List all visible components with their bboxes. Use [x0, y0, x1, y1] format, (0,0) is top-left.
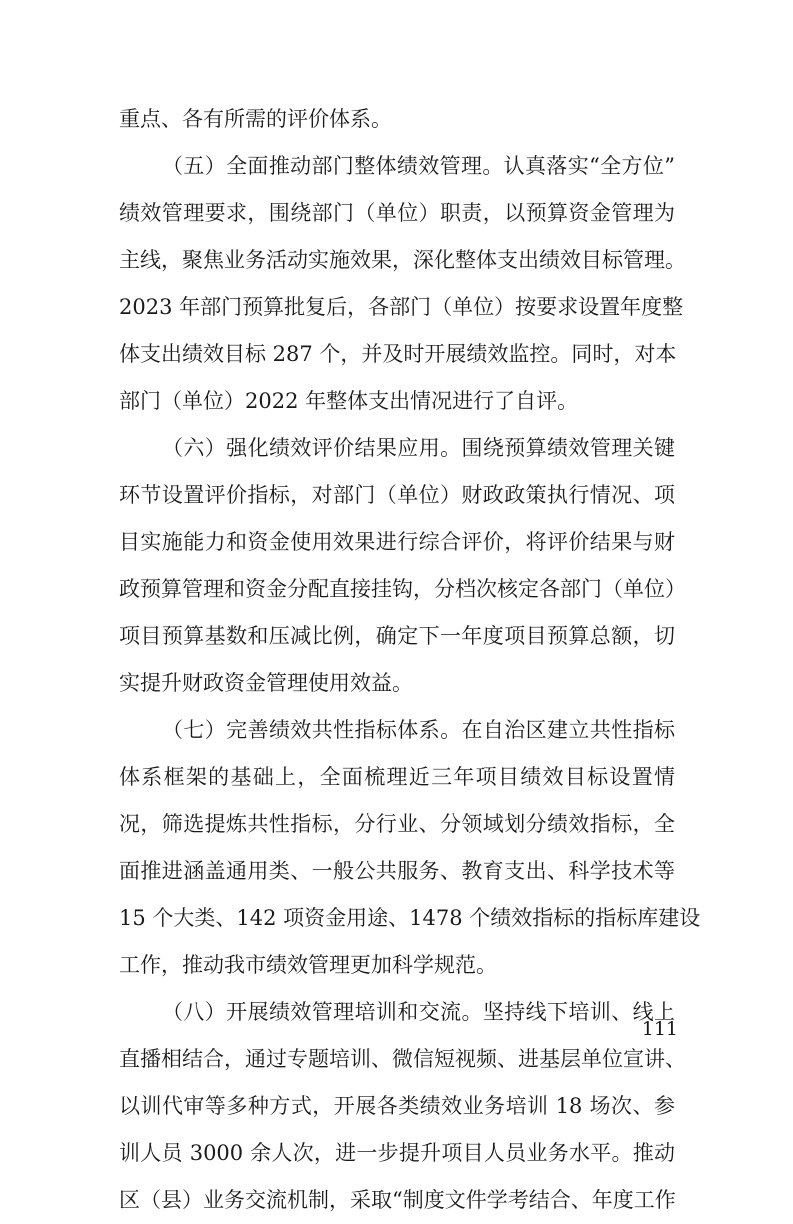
- text-line: 工作，推动我市绩效管理更加科学规范。: [119, 953, 497, 977]
- text-line: 绩效管理要求，围绕部门（单位）职责，以预算资金管理为: [119, 201, 675, 225]
- text-line: 况，筛选提炼共性指标，分行业、分领域划分绩效指标，全: [119, 812, 675, 836]
- text-line: 面推进涵盖通用类、一般公共服务、教育支出、科学技术等: [119, 859, 675, 883]
- text-line: 部门（单位）2022 年整体支出情况进行了自评。: [119, 389, 579, 413]
- text-line: 主线，聚焦业务活动实施效果，深化整体支出绩效目标管理。: [119, 248, 686, 272]
- text-line: 区（县）业务交流机制，采取“制度文件学考结合、年度工作: [119, 1188, 676, 1212]
- text-line: 以训代审等多种方式，开展各类绩效业务培训 18 场次、参: [119, 1094, 675, 1118]
- text-line: 15 个大类、142 项资金用途、1478 个绩效指标的指标库建设: [119, 906, 701, 930]
- text-line: 重点、各有所需的评价体系。: [119, 107, 392, 131]
- text-line: 政预算管理和资金分配直接挂钩，分档次核定各部门（单位）: [119, 577, 686, 601]
- text-line: 项目预算基数和压减比例，确定下一年度项目预算总额，切: [119, 624, 675, 648]
- text-line: （八）开展绩效管理培训和交流。坚持线下培训、线上: [162, 1000, 675, 1024]
- text-line: 目实施能力和资金使用效果进行综合评价，将评价结果与财: [119, 530, 675, 554]
- text-line: 实提升财政资金管理使用效益。: [119, 671, 413, 695]
- text-line: 体支出绩效目标 287 个，并及时开展绩效监控。同时，对本: [119, 342, 677, 366]
- text-line: 直播相结合，通过专题培训、微信短视频、进基层单位宣讲、: [119, 1047, 686, 1071]
- page-number: 111: [641, 1018, 678, 1040]
- text-line: （六）强化绩效评价结果应用。围绕预算绩效管理关键: [162, 436, 675, 460]
- text-line: 体系框架的基础上，全面梳理近三年项目绩效目标设置情: [119, 765, 675, 789]
- text-line: 训人员 3000 余人次，进一步提升项目人员业务水平。推动: [119, 1141, 675, 1165]
- text-line: （五）全面推动部门整体绩效管理。认真落实“全方位”: [162, 154, 675, 178]
- text-line: 环节设置评价指标，对部门（单位）财政政策执行情况、项: [119, 483, 675, 507]
- text-line: 2023 年部门预算批复后，各部门（单位）按要求设置年度整: [119, 295, 684, 319]
- text-line: （七）完善绩效共性指标体系。在自治区建立共性指标: [162, 718, 675, 742]
- body-text: [119, 96, 701, 1224]
